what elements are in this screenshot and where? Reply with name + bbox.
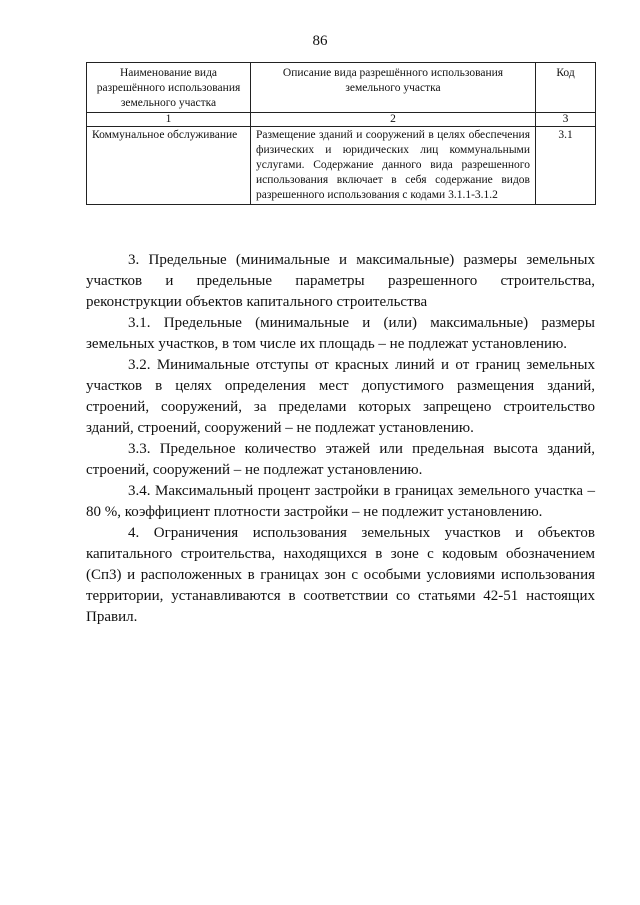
paragraph-restrictions: 4. Ограничения использования земельных участков и объектов капитального строительства, находящихся в зоне с кодовым обозначением (Сп3) и расположенных в границах зон с особыми условиями использования территории, устанавливаются в соответствии со статьями 42-51 настоящих Правил. — [86, 525, 595, 625]
body-text — [86, 250, 595, 628]
paragraph-floors-height: 3.3. Предельное количество этажей или предельная высота зданий, строений, сооружений – не подлежат установлению. — [86, 441, 595, 478]
column-number: 1 — [87, 113, 251, 127]
header-use-name: Наименование вида разрешённого использования земельного участка — [87, 63, 251, 113]
column-number-row — [87, 113, 596, 127]
paragraph-plot-size: 3.1. Предельные (минимальные и (или) максимальные) размеры земельных участков, в том числе их площадь – не подлежат установлению. — [86, 315, 595, 352]
paragraph-limit-parameters: 3. Предельные (минимальные и максимальные) размеры земельных участков и предельные параметры разрешенного строительства, реконструкции объектов капитального строительства — [86, 252, 595, 310]
use-description-cell: Размещение зданий и сооружений в целях обеспечения физических и юридических лиц коммунальными услугами. Содержание данного вида разрешенного использования включает в себя содержание видов разрешенного использования с кодами 3.1.1-3.1.2 — [251, 127, 536, 205]
use-code-cell: 3.1 — [536, 127, 596, 205]
column-number: 3 — [536, 113, 596, 127]
use-name-cell: Коммунальное обслуживание — [87, 127, 251, 205]
paragraph-setbacks: 3.2. Минимальные отступы от красных линий и от границ земельных участков в целях определения мест допустимого размещения зданий, строений, сооружений, за пределами которых запрещено строительство зданий, строений, сооружений – не подлежат установлению. — [86, 357, 595, 436]
header-use-description: Описание вида разрешённого использования земельного участка — [251, 63, 536, 113]
table-row — [87, 127, 596, 205]
paragraph-building-percent: 3.4. Максимальный процент застройки в границах земельного участка – 80 %, коэффициент плотности застройки – не подлежит установлению. — [86, 483, 595, 520]
header-code: Код — [536, 63, 596, 113]
table-header-row — [87, 63, 596, 113]
land-use-table — [86, 62, 596, 205]
column-number: 2 — [251, 113, 536, 127]
page-number: 86 — [312, 33, 328, 49]
